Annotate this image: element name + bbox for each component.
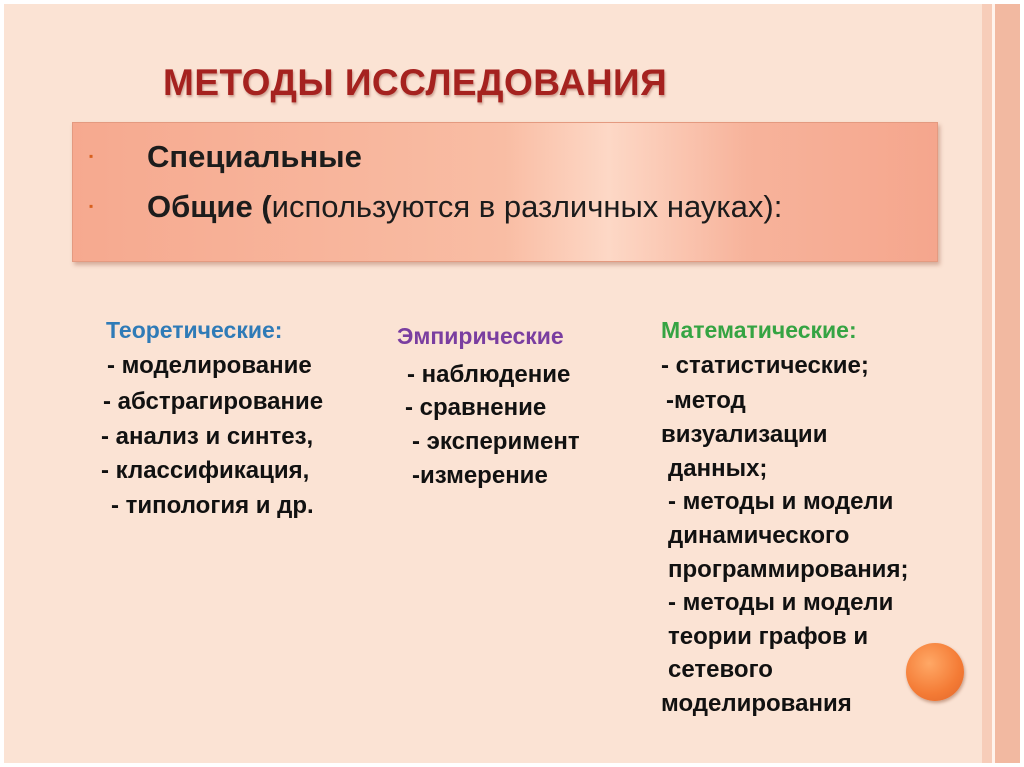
decorative-circle xyxy=(906,643,964,701)
bullet-icon: ▪ xyxy=(89,149,94,163)
summary-box xyxy=(72,122,938,262)
list-item: - сравнение xyxy=(405,394,547,421)
list-item: сетевого xyxy=(668,656,773,683)
decorative-stripe xyxy=(995,4,1020,763)
bullet-icon: ▪ xyxy=(89,199,94,213)
list-item: - эксперимент xyxy=(412,428,580,455)
list-item: - анализ и синтез, xyxy=(101,423,314,450)
list-item: динамического xyxy=(668,522,850,549)
list-item: - типология и др. xyxy=(111,492,314,519)
decorative-stripe xyxy=(982,4,992,763)
slide-title: МЕТОДЫ ИССЛЕДОВАНИЯ xyxy=(163,62,668,103)
empirical-heading: Эмпирические xyxy=(397,323,564,349)
list-item: - статистические; xyxy=(661,352,869,379)
summary-item-rest: используются в различных науках): xyxy=(271,189,783,224)
list-item: - абстрагирование xyxy=(103,388,324,415)
list-item: данных; xyxy=(668,455,768,482)
list-item: - методы и модели xyxy=(668,488,894,515)
list-item: программирования; xyxy=(668,556,909,583)
theoretical-heading: Теоретические: xyxy=(106,317,283,343)
list-item: - классификация, xyxy=(101,457,310,484)
list-item: теории графов и xyxy=(668,623,869,650)
list-item: - моделирование xyxy=(107,352,312,379)
summary-item-bold: Специальные xyxy=(147,139,362,174)
list-item: - наблюдение xyxy=(407,361,571,388)
summary-item-bold: Общие ( xyxy=(147,189,272,224)
list-item: - методы и модели xyxy=(668,589,894,616)
list-item: -метод xyxy=(666,387,746,414)
list-item: моделирования xyxy=(661,690,852,717)
mathematical-heading: Математические: xyxy=(661,317,857,343)
list-item: -измерение xyxy=(412,462,548,489)
list-item: визуализации xyxy=(661,421,828,448)
